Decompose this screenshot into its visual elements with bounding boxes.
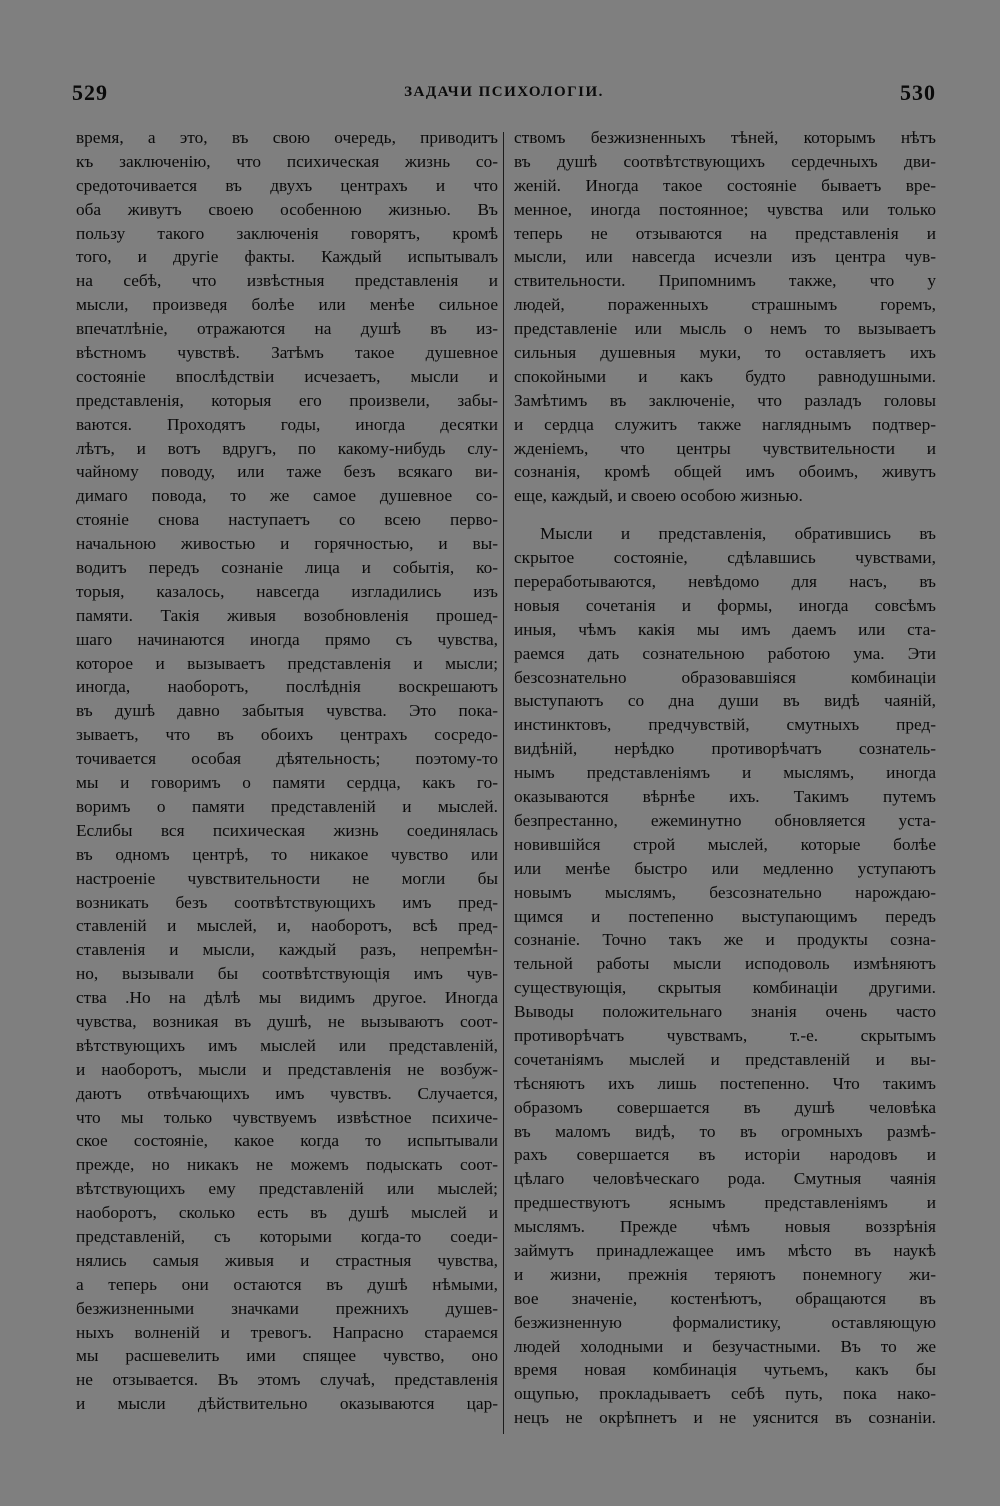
text-line: новыя сочетанія и формы, иногда совсѣмъ [514,595,936,615]
text-line: пользу такого заключенія говорятъ, кромѣ [76,223,498,243]
text-line: займутъ принадлежащее имъ мѣсто въ наукѣ [514,1240,936,1260]
text-line: иногда, наоборотъ, послѣднія воскрешаютъ [76,677,498,697]
text-line: существующія, скрытыя комбинаціи другими. [514,978,936,998]
text-line: теперь не отзываются на представленія и [514,223,936,243]
text-line: мы расшевелить ими спящее чувство, оно [76,1346,498,1366]
text-line: рахъ совершается въ исторіи народовъ и [514,1145,936,1165]
text-line: ствительности. Припомнимъ также, что у [514,271,936,291]
text-line: новымъ мыслямъ, безсознательно нарождаю- [514,882,936,902]
text-line: памяти. Такія живыя возобновленія прошед- [76,605,498,625]
text-line: шаго начинаются иногда прямо съ чувства, [76,629,498,649]
text-line: мыслямъ. Прежде чѣмъ новыя воззрѣнія [514,1217,936,1237]
text-line: безжизненную формалистику, оставляющую [514,1312,936,1332]
text-line: возникать безъ соотвѣтствующихъ имъ пред- [76,892,498,912]
text-line: Еслибы вся психическая жизнь соединялась [76,820,498,840]
text-line: ствомъ безжизненныхъ тѣней, которымъ нѣтъ [514,128,936,147]
text-line: ощупью, прокладываетъ себѣ путь, пока нако- [514,1384,936,1404]
text-line: лѣтъ, и вотъ вдругъ, по какому-нибудь слу- [76,438,498,458]
text-line: ставленія и мысли, каждый разъ, непремѣн- [76,940,498,960]
text-line: въ маломъ видѣ, то въ огромныхъ размѣ- [514,1121,936,1141]
text-line: скрытое состояніе, сдѣлавшись чувствами, [514,548,936,568]
text-line: водитъ передъ сознаніе лица и событія, ко- [76,558,498,578]
page-header [72,80,936,114]
text-line: безпрестанно, ежеминутно обновляется уста- [514,810,936,830]
text-line: ныхъ волненій и тревогъ. Напрасно стараемся [76,1322,498,1342]
text-line: людей, пораженныхъ страшнымъ горемъ, [514,295,936,315]
text-line: въ одномъ центрѣ, то никакое чувство или [76,844,498,864]
text-line: и наоборотъ, мысли и представленія не возбуж- [76,1059,498,1079]
running-title: ЗАДАЧИ ПСИХОЛОГІИ. [404,84,604,100]
text-line: мы и говоримъ о памяти сердца, какъ го- [76,773,498,793]
text-line: образомъ совершается въ душѣ человѣка [514,1097,936,1117]
page-number-right: 530 [900,80,936,105]
text-line: наоборотъ, сколько есть въ душѣ мыслей и [76,1203,498,1223]
text-line: безсознательно образовавшіяся комбинаціи [514,667,936,687]
text-line: стояніе снова наступаетъ со всею перво- [76,510,498,530]
text-line: и сердца служитъ также нагляднымъ подтвер- [514,414,936,434]
text-line: того, и другіе факты. Каждый испытывалъ [76,247,498,267]
text-line: вѣтствующихъ ему представленій или мыслей; [76,1179,498,1199]
text-line: димаго повода, то же самое душевное со- [76,486,498,506]
text-line: время, а это, въ свою очередь, приводитъ [76,128,498,147]
text-line: мысли, или навсегда исчезли изъ центра чув- [514,247,936,267]
text-line: настроеніе чувствительности не могли бы [76,868,498,888]
text-line: зываетъ, что въ обоихъ центрахъ сосредо- [76,725,498,745]
text-line: выступаютъ со дна души въ видѣ чаяній, [514,691,936,711]
text-line: Мысли и представленія, обратившись въ [540,524,936,544]
text-line: противорѣчатъ чувствамъ, т.-е. скрытымъ [514,1025,936,1045]
text-line: но, вызывали бы соотвѣтствующія имъ чув- [76,964,498,984]
text-line: сочетаніямъ мыслей и представленій и вы- [514,1049,936,1069]
text-line: безжизненными значками прежнихъ душев- [76,1298,498,1318]
text-line: и мысли дѣйствительно оказываются цар- [76,1394,498,1414]
text-line: нецъ не окрѣпнетъ и не уяснится въ сознаніи. [514,1408,936,1428]
text-line: къ заключенію, что психическая жизнь со- [76,151,498,171]
text-line: Замѣтимъ въ заключеніе, что разладъ головы [514,390,936,410]
text-line: средоточивается въ двухъ центрахъ и что [76,175,498,195]
text-line: спокойными и какъ будто равнодушными. [514,366,936,386]
text-line: иныя, чѣмъ какія мы имъ даемъ или ста- [514,619,936,639]
text-line: предшествуютъ яснымъ представленіямъ и [514,1193,936,1213]
text-line: оба живутъ своею особенною жизнью. Въ [76,199,498,219]
text-line: время новая комбинація чутьемъ, какъ бы [514,1360,936,1380]
text-line: нялись самыя живыя и страстныя чувства, [76,1250,498,1270]
text-line: нымъ представленіямъ и мыслямъ, иногда [514,763,936,783]
text-line: переработываются, невѣдомо для насъ, въ [514,572,936,592]
text-line: жденіемъ, что центры чувствительности и [514,438,936,458]
paragraph-spacer [514,508,936,522]
text-line: а теперь они остаются въ душѣ нѣмыми, [76,1274,498,1294]
right-column [514,126,936,1430]
text-line: состояніе впослѣдствіи исчезаетъ, мысли и [76,366,498,386]
text-line: раемся дать сознательною работою ума. Эти [514,643,936,663]
text-line: сильныя душевныя муки, то оставляетъ ихъ [514,343,936,363]
text-line: ваются. Проходятъ годы, иногда десятки [76,414,498,434]
paragraph [514,126,936,508]
text-line: сознаніе. Точно такъ же и продукты созна- [514,930,936,950]
text-line: цѣлаго человѣческаго рода. Смутныя чаянія [514,1169,936,1189]
text-line: ства .Но на дѣлѣ мы видимъ другое. Иногда [76,988,498,1008]
text-line: ставленій и мыслей, и, наоборотъ, всѣ пред- [76,916,498,936]
text-line: ское состояніе, какое когда то испытывали [76,1131,498,1151]
text-line: представленія, которыя его произвели, забы- [76,390,498,410]
text-line: инстинктовъ, предчувствій, смутныхъ пред- [514,715,936,735]
text-line: и жизни, прежнія теряютъ понемногу жи- [514,1264,936,1284]
text-line: воримъ о памяти представленій и мыслей. [76,796,498,816]
text-line: торыя, казалось, навсегда изгладились изъ [76,581,498,601]
text-line: чувства, возникая въ душѣ, не вызываютъ соот- [76,1011,498,1031]
column-divider [503,132,504,1434]
text-line: прежде, но никакъ не можемъ подыскать соот- [76,1155,498,1175]
text-line: еще, каждый, и своею особою жизнью. [514,486,803,506]
text-line: вѣстномъ чувствѣ. Затѣмъ такое душевное [76,343,498,363]
text-line: видѣній, нерѣдко противорѣчатъ сознатель- [514,739,936,759]
text-line: представленій, съ которыми когда-то соеди- [76,1226,498,1246]
text-line: женій. Иногда такое состояніе бываетъ вре- [514,175,936,195]
text-line: въ душѣ соотвѣтствующихъ сердечныхъ дви- [514,151,936,171]
text-line: мысли, произведя болѣе или менѣе сильное [76,295,498,315]
text-line: вое значеніе, костенѣютъ, обращаются въ [514,1288,936,1308]
text-line: чайному поводу, или таже безъ всякаго ви- [76,462,498,482]
text-line: впечатлѣніе, отражаются на душѣ въ из- [76,319,498,339]
text-line: тельной работы мысли исподоволь измѣняютъ [514,954,936,974]
text-line: Выводы положительнаго знанія очень часто [514,1002,936,1022]
text-line: щимся и постепенно выступающимъ передъ [514,906,936,926]
text-line: оказываются вѣрнѣе ихъ. Такимъ путемъ [514,787,936,807]
text-line: которое и вызываетъ представленія и мысли; [76,653,498,673]
text-line: въ душѣ давно забытыя чувства. Это пока- [76,701,498,721]
text-line: тѣсняютъ ихъ лишь постепенно. Что такимъ [514,1073,936,1093]
text-line: даютъ отвѣчающихъ имъ чувствъ. Случается, [76,1083,498,1103]
text-line: не отзывается. Въ этомъ случаѣ, представленія [76,1370,498,1390]
text-line: представленіе или мысль о немъ то вызываетъ [514,319,936,339]
paragraph [514,522,936,1430]
text-line: вѣтствующихъ имъ мыслей или представленій, [76,1035,498,1055]
text-line: новившійся строй мыслей, которые болѣе [514,834,936,854]
left-column [76,126,498,1416]
text-line: или менѣе быстро или медленно уступаютъ [514,858,936,878]
text-line: что мы только чувствуемъ извѣстное психиче- [76,1107,498,1127]
text-line: сознанія, кромѣ общей имъ обоимъ, живутъ [514,462,936,482]
text-line: на себѣ, что извѣстныя представленія и [76,271,498,291]
text-line: начальною живостью и горячностью, и вы- [76,534,498,554]
text-line: людей холодными и безучастными. Въ то же [514,1336,936,1356]
text-line: точивается особая дѣятельность; поэтому-то [76,749,498,769]
page-number-left: 529 [72,80,108,105]
text-line: менное, иногда постоянное; чувства или только [514,199,936,219]
